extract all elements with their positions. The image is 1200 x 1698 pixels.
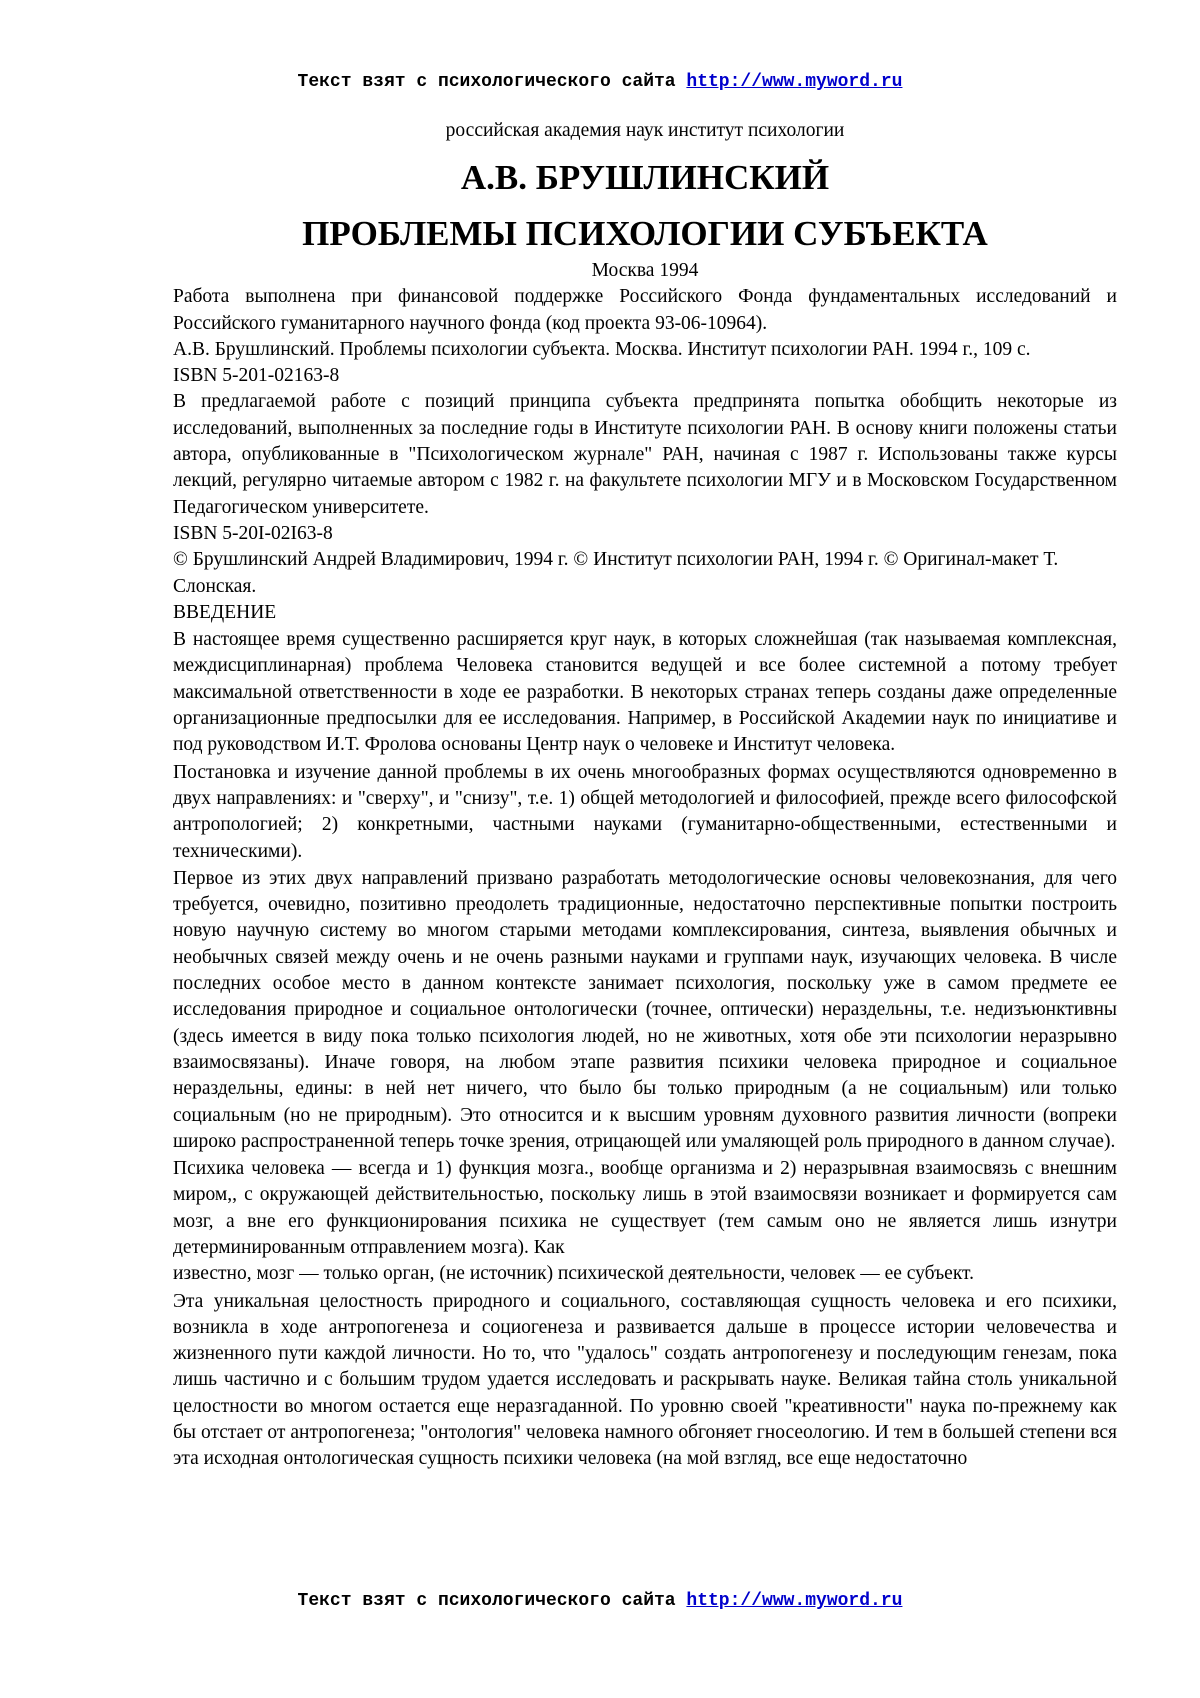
source-notice-text: Текст взят с психологического сайта <box>298 72 687 92</box>
source-link[interactable]: http://www.myword.ru <box>686 72 902 92</box>
isbn-line-2: ISBN 5-20I-02I63-8 <box>173 521 1117 547</box>
source-link[interactable]: http://www.myword.ru <box>686 1591 902 1611</box>
funding-note: Работа выполнена при финансовой поддержке Российского Фонда фундаментальных исследований и Российского гуманитарного научного фонда (код проекта 93-06-10964). <box>173 284 1117 337</box>
body-paragraph: В настоящее время существенно расширяется круг наук, в которых сложнейшая (так называемая комплексная, междисциплинарная) проблема Человека становится ведущей и все более системной а потому требует максимальной ответственности в ходе ее разработки. В некоторых странах теперь созданы даже определенные организационные предпосылки для ее исследования. Например, в Российской Академии наук по инициативе и под руководством И.Т. Фролова основаны Центр наук о человеке и Институт человека. <box>173 627 1117 758</box>
body-paragraph: Первое из этих двух направлений призвано разработать методологические основы человекознания, для чего требуется, очевидно, позитивно преодолеть традиционные, недостаточно перспективные попытки построить новую научную систему во многом старыми методами комплексирования, синтеза, выявления обычных и необычных связей между очень и не очень разными науками и группами наук, изучающих человека. В числе последних особое место в данном контексте занимает психология, поскольку уже в самом предмете ее исследования природное и социальное онтологически (точнее, оптически) нераздельны, т.е. недизъюнктивны (здесь имеется в виду пока только психология людей, но не животных, хотя обе эти психологии неразрывно взаимосвязаны). Иначе говоря, на любом этапе развития психики человека природное и социальное нераздельны, едины: в ней нет ничего, что было бы только природным (а не социальным) или только социальным (но не природным). Это относится и к высшим уровням духовного развития личности (вопреки широко распространенной теперь точке зрения, отрицающей или умаляющей роль природного в данном случае). <box>173 866 1117 1155</box>
body-paragraph: Постановка и изучение данной проблемы в их очень многообразных формах осуществляются одновременно в двух направлениях: и "сверху", и "снизу", т.е. 1) общей методологией и философией, прежде всего философской антропологией; 2) конкретными, частными науками (гуманитарно-общественными, естественными и техническими). <box>173 760 1117 865</box>
body-paragraph: известно, мозг — только орган, (не источник) психической деятельности, человек — ее субъект. <box>173 1261 1117 1287</box>
annotation: В предлагаемой работе с позиций принципа субъекта предпринята попытка обобщить некоторые из исследований, выполненных за последние годы в Институте психологии РАН. В основу книги положены статьи автора, опубликованные в "Психологическом журнале" РАН, начиная с 1987 г. Использованы также курсы лекций, регулярно читаемые автором с 1982 г. на факультете психологии МГУ и в Московском Государственном Педагогическом университете. <box>173 389 1117 520</box>
document-page <box>0 0 1200 1698</box>
document-body <box>173 118 1117 1473</box>
book-title: ПРОБЛЕМЫ ПСИХОЛОГИИ СУБЪЕКТА <box>173 212 1117 256</box>
citation: А.В. Брушлинский. Проблемы психологии субъекта. Москва. Институт психологии РАН. 1994 г., 109 с. <box>173 337 1117 363</box>
body-paragraph: Эта уникальная целостность природного и социального, составляющая сущность человека и его психики, возникла в ходе антропогенеза и социогенеза и развивается дальше в процессе истории человечества и жизненного пути каждой личности. Но то, что "удалось" создать антропогенезу и последующим генезам, пока лишь частично и с большим трудом удается исследовать и раскрывать науке. Великая тайна столь уникальной целостности во многом остается еще неразгаданной. По уровню своей "креативности" наука по-прежнему как бы отстает от антропогенеза; "онтология" человека намного обгоняет гносеологию. И тем в большей степени вся эта исходная онтологическая сущность психики человека (на мой взгляд, все еще недостаточно <box>173 1289 1117 1473</box>
isbn-line: ISBN 5-201-02163-8 <box>173 363 1117 389</box>
source-notice-top <box>0 72 1200 92</box>
city-year: Москва 1994 <box>173 258 1117 284</box>
organization-line: российская академия наук институт психологии <box>173 118 1117 144</box>
source-notice-text: Текст взят с психологического сайта <box>298 1591 687 1611</box>
body-paragraph: Психика человека — всегда и 1) функция мозга., вообще организма и 2) неразрывная взаимосвязь с внешним миром,, с окружающей действительностью, поскольку лишь в этой взаимосвязи возникает и формируется сам мозг, а вне его функционирования психика не существует (тем самым оно не является лишь изнутри детерминированным отправлением мозга). Как <box>173 1156 1117 1261</box>
copyright-line: © Брушлинский Андрей Владимирович, 1994 г. © Институт психологии РАН, 1994 г. © Оригинал-макет Т. Слонская. <box>173 547 1117 600</box>
section-heading: ВВЕДЕНИЕ <box>173 600 1117 626</box>
source-notice-bottom <box>0 1591 1200 1611</box>
author-title: А.В. БРУШЛИНСКИЙ <box>173 156 1117 200</box>
